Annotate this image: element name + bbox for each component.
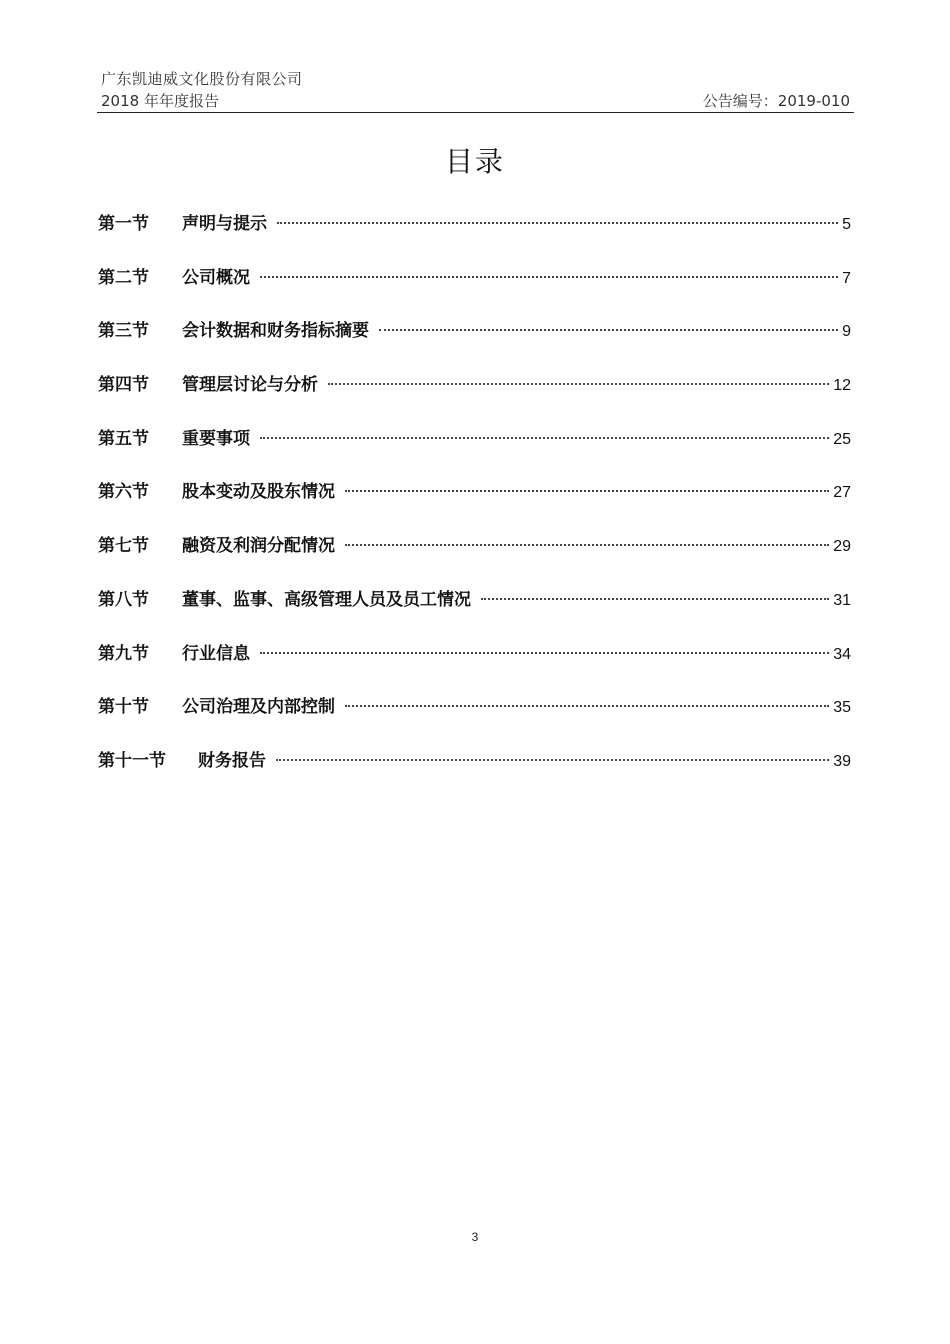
toc-section-title: 公司概况 [182, 267, 250, 288]
toc-page-number: 25 [833, 430, 851, 448]
dot-leader [345, 544, 829, 546]
toc-section-number: 第六节 [98, 482, 149, 503]
toc-entry[interactable] [98, 692, 851, 746]
toc-section-title: 股本变动及股东情况 [182, 482, 335, 503]
dot-leader [260, 276, 838, 278]
toc-section-title: 声明与提示 [182, 214, 267, 234]
report-name: 2018 年年度报告 [101, 92, 219, 110]
table-of-contents [98, 209, 851, 800]
toc-section-title: 会计数据和财务指标摘要 [182, 321, 369, 342]
notice-number: 公告编号：2019-010 [702, 92, 850, 110]
toc-entry[interactable] [98, 531, 851, 585]
toc-section-title: 管理层讨论与分析 [182, 375, 318, 396]
dot-leader [277, 222, 838, 224]
dot-leader [345, 705, 829, 707]
toc-section-number: 第九节 [98, 643, 149, 664]
toc-page-number: 5 [842, 216, 851, 233]
toc-page-number: 7 [842, 269, 851, 287]
toc-section-number: 第三节 [98, 321, 149, 342]
toc-section-title: 重要事项 [182, 428, 250, 449]
toc-section-number: 第十一节 [98, 750, 166, 771]
toc-page-number: 35 [833, 699, 851, 717]
toc-entry[interactable] [98, 639, 851, 693]
dot-leader [481, 598, 829, 600]
toc-page-number: 12 [833, 377, 851, 395]
dot-leader [260, 652, 829, 654]
toc-section-title: 融资及利润分配情况 [182, 536, 335, 557]
page-header [97, 66, 854, 113]
toc-section-title: 董事、监事、高级管理人员及员工情况 [182, 589, 471, 610]
dot-leader [260, 437, 829, 439]
toc-page-number: 27 [833, 484, 851, 502]
toc-page-number: 31 [833, 591, 851, 609]
toc-page-number: 34 [833, 645, 851, 663]
company-name: 广东凯迪威文化股份有限公司 [101, 70, 303, 88]
toc-section-number: 第八节 [98, 589, 149, 610]
toc-section-number: 第七节 [98, 536, 149, 557]
toc-section-number: 第十节 [98, 697, 149, 718]
toc-section-title: 财务报告 [198, 750, 266, 771]
toc-entry[interactable] [98, 477, 851, 531]
toc-entry[interactable] [98, 424, 851, 478]
page-number: 3 [471, 1230, 479, 1244]
toc-entry[interactable] [98, 746, 851, 800]
toc-section-number: 第二节 [98, 267, 149, 288]
toc-page-number: 29 [833, 538, 851, 556]
dot-leader [379, 329, 838, 331]
toc-page-number: 9 [842, 323, 851, 341]
toc-entry[interactable] [98, 370, 851, 424]
toc-entry[interactable] [98, 209, 851, 263]
dot-leader [328, 383, 829, 385]
dot-leader [276, 759, 829, 761]
toc-entry[interactable] [98, 263, 851, 317]
toc-section-title: 行业信息 [182, 643, 250, 664]
toc-section-title: 公司治理及内部控制 [182, 697, 335, 718]
toc-section-number: 第五节 [98, 428, 149, 449]
toc-page-number: 39 [833, 752, 851, 770]
toc-section-number: 第四节 [98, 375, 149, 396]
dot-leader [345, 490, 829, 492]
toc-entry[interactable] [98, 316, 851, 370]
toc-entry[interactable] [98, 585, 851, 639]
toc-title: 目录 [444, 145, 505, 178]
toc-section-number: 第一节 [98, 214, 149, 234]
